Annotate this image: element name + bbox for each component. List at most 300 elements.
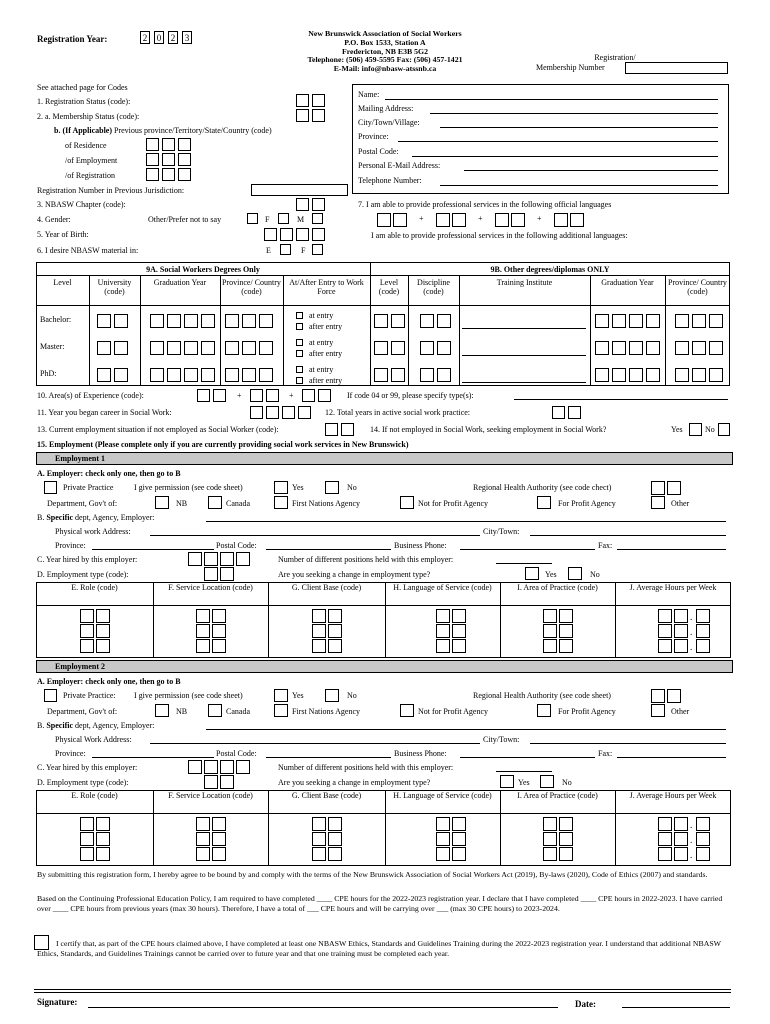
degrees-9b-col-header-3: Training Institute (496, 278, 553, 287)
emp2-year-hired-box-2[interactable] (204, 760, 218, 774)
emp2-province-line[interactable] (92, 757, 214, 758)
material-english-checkbox[interactable] (280, 244, 291, 255)
official-language-2-box-2[interactable] (452, 213, 466, 227)
emp2-codes-col4-box-r2-c2[interactable] (452, 832, 466, 846)
emp2-codes-col5-box-r2-c2[interactable] (559, 832, 573, 846)
emp1-codes-col3-box-r2-c1[interactable] (312, 624, 326, 638)
degree-1-province-box-3[interactable] (259, 314, 273, 328)
degree-2-b-grad-year-box-4[interactable] (646, 341, 660, 355)
degree-3-b-grad-year-box-1[interactable] (595, 368, 609, 382)
contact-phone-label: Telephone Number: (358, 176, 422, 185)
q2b-row3-box-3[interactable] (178, 168, 191, 181)
degree-3-university-box-2[interactable] (114, 368, 128, 382)
emp1-codes-table (36, 582, 731, 658)
emp1-hours-decimal-box-3[interactable] (696, 639, 710, 653)
emp1-codes-col1-box-r1-c2[interactable] (96, 609, 110, 623)
degree-2-b-grad-year-box-1[interactable] (595, 341, 609, 355)
emp2-positions-line[interactable] (496, 771, 552, 772)
footer-rule-1 (34, 989, 731, 990)
emp1-nb-checkbox[interactable] (155, 496, 169, 509)
emp1-hours-decimal-box-2[interactable] (696, 624, 710, 638)
official-language-1-box-1[interactable] (377, 213, 391, 227)
emp1-codes-col1-box-r1-c1[interactable] (80, 609, 94, 623)
degree-1-level-box-2[interactable] (391, 314, 405, 328)
degree-1-grad-year-box-1[interactable] (150, 314, 164, 328)
emp2-fax-line[interactable] (617, 757, 726, 758)
experience-box-6[interactable] (318, 389, 331, 402)
experience-box-1[interactable] (197, 389, 210, 402)
degree-2-level-box-1[interactable] (374, 341, 388, 355)
official-language-1-box-2[interactable] (393, 213, 407, 227)
official-language-plus-1: + (419, 214, 424, 223)
official-language-4-box-2[interactable] (570, 213, 584, 227)
degree-3-grad-year-box-3[interactable] (184, 368, 198, 382)
q2b-row1-box-2[interactable] (162, 138, 175, 151)
emp1-not-for-profit-checkbox[interactable] (400, 496, 414, 509)
q2b-row3-box-2[interactable] (162, 168, 175, 181)
q13-label: 13. Current employment situation if not employed as Social Worker (code): (37, 425, 279, 434)
emp1-codes-col1-box-r2-c2[interactable] (96, 624, 110, 638)
degree-3-discipline-box-2[interactable] (437, 368, 451, 382)
emp1-physical-address-line[interactable] (150, 535, 480, 536)
emp1-codes-col4-box-r3-c2[interactable] (452, 639, 466, 653)
emp1-codes-col6-box-r3-c1[interactable] (658, 639, 672, 653)
degree-3-grad-year-box-1[interactable] (150, 368, 164, 382)
certify-text: I certify that, as part of the CPE hours claimed above, I have completed at least one NBASW Ethics, Standards and Guidelines Training during the 2022-2023 registration year. I understand that additional NBASW Ethics, Standards, and Guidelines Trainings cannot be carried over to future year and that one training must be completed each year. (37, 939, 721, 959)
emp2-nb-checkbox[interactable] (155, 704, 169, 717)
gender-other-checkbox[interactable] (247, 213, 258, 224)
career-year-box-4[interactable] (298, 406, 311, 419)
degree-1-at-entry-checkbox[interactable] (296, 312, 303, 319)
emp2-codes-col6-box-r2-c2[interactable] (674, 832, 688, 846)
gender-f-checkbox[interactable] (278, 213, 289, 224)
official-language-plus-2: + (478, 214, 483, 223)
emp2-codes-col3-box-r2-c2[interactable] (328, 832, 342, 846)
emp1-codes-col3-box-r2-c2[interactable] (328, 624, 342, 638)
emp1-codes-col4-box-r3-c1[interactable] (436, 639, 450, 653)
emp1-codes-col6-box-r2-c2[interactable] (674, 624, 688, 638)
q2a-box-1[interactable] (296, 109, 309, 122)
q2b-row1-box-1[interactable] (146, 138, 159, 151)
emp2-city-line[interactable] (530, 743, 726, 744)
emp2-seeking-no-checkbox[interactable] (540, 775, 554, 788)
emp1-employment-type-box-2[interactable] (220, 567, 234, 581)
birth-year-box-4[interactable] (312, 228, 325, 241)
emp2-business-phone-line[interactable] (460, 757, 595, 758)
degree-1-institute-line[interactable] (462, 328, 586, 329)
degree-2-institute-line[interactable] (462, 355, 586, 356)
degree-1-level-box-1[interactable] (374, 314, 388, 328)
q2b-row2-box-2[interactable] (162, 153, 175, 166)
emp1-codes-col1-box-r3-c2[interactable] (96, 639, 110, 653)
emp2-codes-col1-box-r3-c1[interactable] (80, 847, 94, 861)
q14-yes-checkbox[interactable] (689, 423, 702, 436)
degree-1-university-box-1[interactable] (97, 314, 111, 328)
official-language-3-box-2[interactable] (511, 213, 525, 227)
material-e-label: E (266, 246, 271, 255)
degree-2-b-province-box-1[interactable] (675, 341, 689, 355)
degree-3-b-province-box-1[interactable] (675, 368, 689, 382)
experience-box-3[interactable] (250, 389, 263, 402)
degree-3-level-box-2[interactable] (391, 368, 405, 382)
degree-3-b-province-box-2[interactable] (692, 368, 706, 382)
experience-box-5[interactable] (302, 389, 315, 402)
birth-year-box-3[interactable] (296, 228, 309, 241)
degree-1-b-grad-year-box-3[interactable] (629, 314, 643, 328)
emp2-codes-col5-box-r3-c1[interactable] (543, 847, 557, 861)
emp2-codes-col3-box-r3-c2[interactable] (328, 847, 342, 861)
emp2-codes-col1-box-r3-c2[interactable] (96, 847, 110, 861)
emp1-positions-line[interactable] (496, 563, 552, 564)
emp1-seeking-no-checkbox[interactable] (568, 567, 582, 580)
degree-2-province-box-2[interactable] (242, 341, 256, 355)
emp2-employer-line[interactable] (206, 729, 726, 730)
emp2-codes-col-divider (268, 790, 269, 866)
gender-m-checkbox[interactable] (312, 213, 323, 224)
degree-2-b-province-box-2[interactable] (692, 341, 706, 355)
prev-reg-number-input[interactable] (251, 184, 348, 196)
emp2-codes-col4-box-r1-c2[interactable] (452, 817, 466, 831)
emp2-seeking-yes-checkbox[interactable] (500, 775, 514, 788)
emp1-codes-col2-box-r2-c1[interactable] (196, 624, 210, 638)
emp2-codes-col2-box-r3-c1[interactable] (196, 847, 210, 861)
degree-3-university-box-1[interactable] (97, 368, 111, 382)
degree-3-at-entry-label: at entry (309, 365, 334, 374)
emp1-no-label: No (347, 483, 357, 492)
emp2-codes-col3-box-r2-c1[interactable] (312, 832, 326, 846)
emp2-canada-label: Canada (226, 707, 250, 716)
total-years-box-2[interactable] (568, 406, 581, 419)
degree-3-grad-year-box-4[interactable] (201, 368, 215, 382)
degree-2-province-box-3[interactable] (259, 341, 273, 355)
of-registration-label: /of Registration (65, 171, 115, 180)
emp2-codes-col5-box-r3-c2[interactable] (559, 847, 573, 861)
emp1-codes-col2-box-r1-c2[interactable] (212, 609, 226, 623)
degree-2-grad-year-box-3[interactable] (184, 341, 198, 355)
emp2-first-nations-checkbox[interactable] (274, 704, 288, 717)
emp2-for-profit-checkbox[interactable] (537, 704, 551, 717)
contact-name-line[interactable] (385, 99, 718, 100)
emp1-codes-col3-box-r1-c2[interactable] (328, 609, 342, 623)
q14-no-checkbox[interactable] (718, 423, 730, 436)
emp1-for-profit-checkbox[interactable] (537, 496, 551, 509)
q2b-row2-box-3[interactable] (178, 153, 191, 166)
material-french-checkbox[interactable] (312, 244, 323, 255)
emp1-rha-box-1[interactable] (651, 481, 665, 495)
emp2-permission-yes-checkbox[interactable] (274, 689, 288, 702)
emp1-province-label: Province: (55, 541, 86, 550)
situation-box-1[interactable] (325, 423, 338, 436)
signature-line[interactable] (88, 1007, 558, 1008)
year-digit-4: 3 (182, 31, 192, 44)
degree-2-b-province-box-3[interactable] (709, 341, 723, 355)
emp1-codes-col2-box-r2-c2[interactable] (212, 624, 226, 638)
contact-phone-line[interactable] (440, 185, 718, 186)
emp2-rha-box-2[interactable] (667, 689, 681, 703)
experience-box-4[interactable] (266, 389, 279, 402)
q14-label: 14. If not employed in Social Work, seeking employment in Social Work? (370, 425, 607, 434)
emp2-permission-no-checkbox[interactable] (325, 689, 339, 702)
degree-1-province-box-1[interactable] (225, 314, 239, 328)
emp1-codes-col3-box-r3-c1[interactable] (312, 639, 326, 653)
degree-3-b-grad-year-box-4[interactable] (646, 368, 660, 382)
org-address-block (265, 30, 505, 74)
emp1-codes-col6-box-r2-c1[interactable] (658, 624, 672, 638)
org-po-box: P.O. Box 1533, Station A (344, 37, 426, 47)
emp2-codes-col5-box-r1-c2[interactable] (559, 817, 573, 831)
degree-3-level-box-1[interactable] (374, 368, 388, 382)
emp1-codes-col-divider (615, 582, 616, 658)
official-language-3-box-1[interactable] (495, 213, 509, 227)
emp2-codes-col4-box-r3-c2[interactable] (452, 847, 466, 861)
emp1-year-hired-label: C. Year hired by this employer: (37, 555, 138, 564)
degree-2-at-entry-checkbox[interactable] (296, 339, 303, 346)
emp1-first-nations-checkbox[interactable] (274, 496, 288, 509)
emp1-business-phone-line[interactable] (460, 549, 595, 550)
contact-province-line[interactable] (398, 141, 718, 142)
emp1-business-phone-label: Business Phone: (394, 541, 447, 550)
career-year-box-3[interactable] (282, 406, 295, 419)
emp1-permission-yes-checkbox[interactable] (274, 481, 288, 494)
q2a-box-2[interactable] (312, 109, 325, 122)
emp2-year-hired-box-3[interactable] (220, 760, 234, 774)
emp1-year-hired-box-2[interactable] (204, 552, 218, 566)
degree-3-grad-year-box-2[interactable] (167, 368, 181, 382)
degree-2-university-box-2[interactable] (114, 341, 128, 355)
degree-2-university-box-1[interactable] (97, 341, 111, 355)
q2b-row3-box-1[interactable] (146, 168, 159, 181)
emp1-codes-col3-box-r1-c1[interactable] (312, 609, 326, 623)
degree-3-discipline-box-1[interactable] (420, 368, 434, 382)
experience-box-2[interactable] (213, 389, 226, 402)
emp1-permission-no-checkbox[interactable] (325, 481, 339, 494)
degree-1-at-entry-label: at entry (309, 311, 334, 320)
emp1-rha-box-2[interactable] (667, 481, 681, 495)
emp2-employment-type-box-1[interactable] (204, 775, 218, 789)
emp1-codes-col6-box-r3-c2[interactable] (674, 639, 688, 653)
degree-2-discipline-box-2[interactable] (437, 341, 451, 355)
emp2-codes-col1-box-r1-c2[interactable] (96, 817, 110, 831)
degree-1-b-province-box-1[interactable] (675, 314, 689, 328)
emp1-codes-col6-box-r1-c2[interactable] (674, 609, 688, 623)
degree-3-institute-line[interactable] (462, 382, 586, 383)
degree-3-after-entry-label: after entry (309, 376, 343, 385)
emp2-codes-col3-box-r1-c1[interactable] (312, 817, 326, 831)
emp2-seeking-yes-label: Yes (518, 778, 530, 787)
emp2-year-hired-box-1[interactable] (188, 760, 202, 774)
degree-1-b-province-box-2[interactable] (692, 314, 706, 328)
emp1-codes-col5-box-r3-c2[interactable] (559, 639, 573, 653)
emp1-employer-line[interactable] (206, 521, 726, 522)
situation-box-2[interactable] (341, 423, 354, 436)
q2b-row1-box-3[interactable] (178, 138, 191, 151)
emp1-codes-col5-box-r1-c1[interactable] (543, 609, 557, 623)
emp2-rha-box-1[interactable] (651, 689, 665, 703)
total-years-box-1[interactable] (552, 406, 565, 419)
emp2-codes-col4-box-r1-c1[interactable] (436, 817, 450, 831)
emp2-private-practice-checkbox[interactable] (44, 689, 57, 702)
contact-city-line[interactable] (440, 127, 718, 128)
emp1-codes-col6-box-r1-c1[interactable] (658, 609, 672, 623)
degree-3-b-grad-year-box-3[interactable] (629, 368, 643, 382)
emp2-codes-col5-box-r1-c1[interactable] (543, 817, 557, 831)
emp1-codes-col4-box-r1-c1[interactable] (436, 609, 450, 623)
degree-2-b-grad-year-box-2[interactable] (612, 341, 626, 355)
emp1-canada-checkbox[interactable] (208, 496, 222, 509)
degrees-9a-col-header-2: University (code) (97, 278, 132, 296)
emp1-year-hired-box-3[interactable] (220, 552, 234, 566)
degree-1-province-box-2[interactable] (242, 314, 256, 328)
emp2-city-label: City/Town: (483, 735, 520, 744)
emp2-physical-address-line[interactable] (150, 743, 480, 744)
emp2-codes-col5-box-r2-c1[interactable] (543, 832, 557, 846)
emp1-codes-col4-box-r2-c2[interactable] (452, 624, 466, 638)
emp1-codes-col4-box-r1-c2[interactable] (452, 609, 466, 623)
degree-3-after-entry-checkbox[interactable] (296, 377, 303, 384)
emp1-for-profit-label: For Profit Agency (558, 499, 616, 508)
emp2-codes-col2-box-r2-c2[interactable] (212, 832, 226, 846)
emp2-codes-col1-box-r2-c2[interactable] (96, 832, 110, 846)
degree-1-b-province-box-3[interactable] (709, 314, 723, 328)
degree-2-grad-year-box-1[interactable] (150, 341, 164, 355)
emp2-codes-col1-box-r2-c1[interactable] (80, 832, 94, 846)
emp1-codes-col2-box-r1-c1[interactable] (196, 609, 210, 623)
q10-specify-line[interactable] (514, 399, 728, 400)
degree-2-after-entry-checkbox[interactable] (296, 350, 303, 357)
emp1-hours-decimal-box-1[interactable] (696, 609, 710, 623)
q3-box-2[interactable] (312, 198, 325, 211)
date-line[interactable] (622, 1007, 730, 1008)
emp1-codes-col2-box-r3-c1[interactable] (196, 639, 210, 653)
emp1-codes-col5-box-r2-c2[interactable] (559, 624, 573, 638)
career-year-box-1[interactable] (250, 406, 263, 419)
emp1-private-practice-checkbox[interactable] (44, 481, 57, 494)
degree-1-university-box-2[interactable] (114, 314, 128, 328)
degree-2-discipline-box-1[interactable] (420, 341, 434, 355)
emp1-province-line[interactable] (92, 549, 214, 550)
emp2-codes-col2-box-r3-c2[interactable] (212, 847, 226, 861)
degree-2-level-box-2[interactable] (391, 341, 405, 355)
emp2-codes-col6-box-r1-c1[interactable] (658, 817, 672, 831)
emp2-hours-decimal-box-2[interactable] (696, 832, 710, 846)
emp2-hours-decimal-box-3[interactable] (696, 847, 710, 861)
degree-1-discipline-box-2[interactable] (437, 314, 451, 328)
emp2-codes-col6-box-r2-c1[interactable] (658, 832, 672, 846)
emp2-codes-col6-box-r3-c1[interactable] (658, 847, 672, 861)
emp1-codes-col5-box-r1-c2[interactable] (559, 609, 573, 623)
degree-1-grad-year-box-2[interactable] (167, 314, 181, 328)
emp1-seeking-yes-checkbox[interactable] (525, 567, 539, 580)
degrees-col-divider (459, 275, 460, 386)
degree-3-b-province-box-3[interactable] (709, 368, 723, 382)
membership-number-input[interactable] (625, 62, 728, 74)
degree-3-province-box-3[interactable] (259, 368, 273, 382)
emp1-codes-col1-box-r3-c1[interactable] (80, 639, 94, 653)
degree-1-b-grad-year-box-2[interactable] (612, 314, 626, 328)
official-language-2-box-1[interactable] (436, 213, 450, 227)
degree-2-grad-year-box-4[interactable] (201, 341, 215, 355)
emp2-hours-decimal-box-1[interactable] (696, 817, 710, 831)
emp1-year-hired-box-1[interactable] (188, 552, 202, 566)
emp2-not-for-profit-checkbox[interactable] (400, 704, 414, 717)
emp1-codes-col3-box-r3-c2[interactable] (328, 639, 342, 653)
emp2-other-checkbox[interactable] (651, 704, 665, 717)
degree-1-discipline-box-1[interactable] (420, 314, 434, 328)
degree-1-b-grad-year-box-1[interactable] (595, 314, 609, 328)
emp2-codes-col3-box-r1-c2[interactable] (328, 817, 342, 831)
emp1-codes-col5-box-r3-c1[interactable] (543, 639, 557, 653)
emp2-specific-bold: Specific (46, 721, 74, 730)
degree-1-grad-year-box-3[interactable] (184, 314, 198, 328)
contact-postal-line[interactable] (412, 156, 718, 157)
emp1-specific-bold: Specific (46, 513, 74, 522)
emp1-codes-col5-box-r2-c1[interactable] (543, 624, 557, 638)
emp1-postal-line[interactable] (266, 549, 391, 550)
emp2-codes-col6-box-r1-c2[interactable] (674, 817, 688, 831)
year-digit-2: 0 (154, 31, 164, 44)
q1-box-1[interactable] (296, 94, 309, 107)
emp1-codes-col2-box-r3-c2[interactable] (212, 639, 226, 653)
emp1-codes-col-divider (500, 582, 501, 658)
emp2-codes-col2-box-r2-c1[interactable] (196, 832, 210, 846)
emp2-codes-col6-box-r3-c2[interactable] (674, 847, 688, 861)
emp1-codes-col4-box-r2-c1[interactable] (436, 624, 450, 638)
degree-3-at-entry-checkbox[interactable] (296, 366, 303, 373)
degrees-9a-title: 9A. Social Workers Degrees Only (146, 265, 260, 274)
emp2-codes-col3-box-r3-c1[interactable] (312, 847, 326, 861)
emp2-year-hired-box-4[interactable] (236, 760, 250, 774)
emp2-codes-col4-box-r2-c1[interactable] (436, 832, 450, 846)
contact-email-line[interactable] (464, 170, 718, 171)
emp1-fax-line[interactable] (617, 549, 726, 550)
emp1-city-line[interactable] (530, 535, 726, 536)
q2b-row2-box-1[interactable] (146, 153, 159, 166)
degree-1-b-grad-year-box-4[interactable] (646, 314, 660, 328)
degree-2-province-box-1[interactable] (225, 341, 239, 355)
emp2-codes-col1-box-r1-c1[interactable] (80, 817, 94, 831)
q1-box-2[interactable] (312, 94, 325, 107)
q7-official-label: 7. I am able to provide professional services in the following official languages (358, 200, 612, 209)
emp2-codes-col2-box-r1-c2[interactable] (212, 817, 226, 831)
degree-2-grad-year-box-2[interactable] (167, 341, 181, 355)
emp1-year-hired-box-4[interactable] (236, 552, 250, 566)
emp2-postal-line[interactable] (266, 757, 391, 758)
career-year-box-2[interactable] (266, 406, 279, 419)
birth-year-box-2[interactable] (280, 228, 293, 241)
degree-1-after-entry-checkbox[interactable] (296, 323, 303, 330)
emp2-canada-checkbox[interactable] (208, 704, 222, 717)
emp2-codes-col2-box-r1-c1[interactable] (196, 817, 210, 831)
contact-mailing-line[interactable] (430, 113, 718, 114)
degree-2-b-grad-year-box-3[interactable] (629, 341, 643, 355)
degree-3-province-box-1[interactable] (225, 368, 239, 382)
emp2-codes-col-header-5: I. Area of Practice (code) (517, 791, 598, 800)
degree-1-grad-year-box-4[interactable] (201, 314, 215, 328)
emp1-codes-col1-box-r2-c1[interactable] (80, 624, 94, 638)
degree-3-province-box-2[interactable] (242, 368, 256, 382)
emp1-other-checkbox[interactable] (651, 496, 665, 509)
emp2-codes-col4-box-r3-c1[interactable] (436, 847, 450, 861)
q3-box-1[interactable] (296, 198, 309, 211)
emp2-codes-col-divider (615, 790, 616, 866)
official-language-4-box-1[interactable] (554, 213, 568, 227)
emp2-employment-type-box-2[interactable] (220, 775, 234, 789)
emp1-employment-type-box-1[interactable] (204, 567, 218, 581)
birth-year-box-1[interactable] (264, 228, 277, 241)
degree-3-b-grad-year-box-2[interactable] (612, 368, 626, 382)
q5-label: 5. Year of Birth: (37, 230, 89, 239)
degree-row-label-master: Master: (40, 342, 65, 351)
